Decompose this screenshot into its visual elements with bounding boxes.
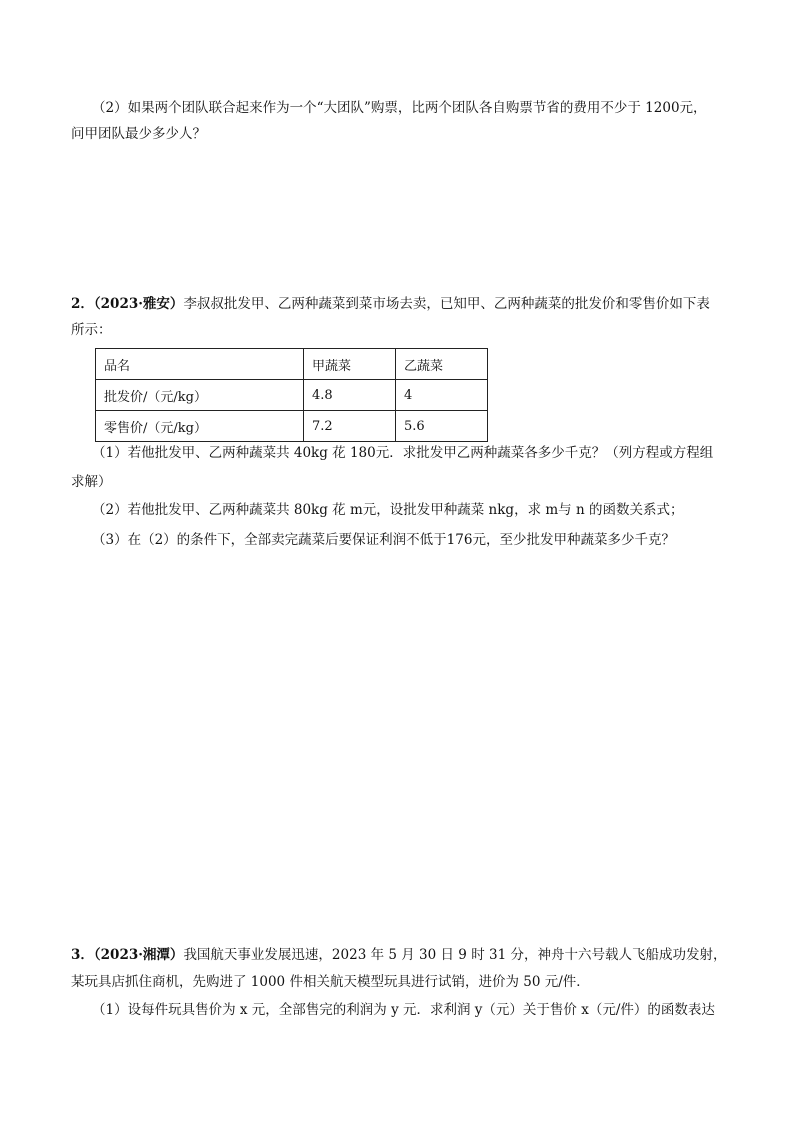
q3-source: （2023·湘潭） <box>93 947 184 963</box>
q2-stem-line2: 所示： <box>71 322 112 338</box>
q2-stem-line1 <box>71 294 710 314</box>
table-cell: 4 <box>396 380 488 411</box>
table-row <box>96 411 488 442</box>
q2-part2: （2）若他批发甲、乙两种蔬菜共 80kg 花 m元，设批发甲种蔬菜 nkg，求 m与 n 的函数关系式； <box>92 502 684 518</box>
q3-number: 3． <box>71 947 94 963</box>
q3-part1: （1）设每件玩具售价为 x 元，全部售完的利润为 y 元．求利润 y（元）关于售价 x（元/件）的函数表达 <box>92 1002 715 1018</box>
q3-stem-line1 <box>71 945 726 965</box>
q1-part2-line2: 问甲团队最少多少人？ <box>71 126 206 142</box>
table-cell: 4.8 <box>304 380 396 411</box>
q2-number: 2． <box>71 296 94 312</box>
q2-part3: （3）在（2）的条件下，全部卖完蔬菜后要保证利润不低于176元，至少批发甲种蔬菜多少千克？ <box>92 532 675 548</box>
table-header-cell: 品名 <box>96 349 304 380</box>
q2-source: （2023·雅安） <box>93 296 184 312</box>
q3-stem-text: 我国航天事业发展迅速，2023 年 5 月 30 日 9 时 31 分，神舟十六号载人飞船成功发射， <box>183 947 727 963</box>
table-cell: 批发价/（元/kg） <box>96 380 304 411</box>
table-cell: 5.6 <box>396 411 488 442</box>
q2-part1-line2: 求解） <box>71 474 112 490</box>
table-cell: 零售价/（元/kg） <box>96 411 304 442</box>
table-header-cell: 甲蔬菜 <box>304 349 396 380</box>
table-cell: 7.2 <box>304 411 396 442</box>
q3-stem-line2: 某玩具店抓住商机，先购进了 1000 件相关航天模型玩具进行试销，进价为 50 元/件． <box>71 974 590 990</box>
q1-part2-line1: （2）如果两个团队联合起来作为一个“大团队”购票，比两个团队各自购票节省的费用不少于 1200元， <box>92 100 707 116</box>
q2-stem-text: 李叔叔批发甲、乙两种蔬菜到菜市场去卖，已知甲、乙两种蔬菜的批发价和零售价如下表 <box>183 296 710 312</box>
table-row <box>96 380 488 411</box>
price-table <box>95 348 488 442</box>
q2-part1-line1: （1）若他批发甲、乙两种蔬菜共 40kg 花 180元．求批发甲乙两种蔬菜各多少千克？（列方程或方程组 <box>92 445 714 461</box>
table-header-row <box>96 349 488 380</box>
table-header-cell: 乙蔬菜 <box>396 349 488 380</box>
